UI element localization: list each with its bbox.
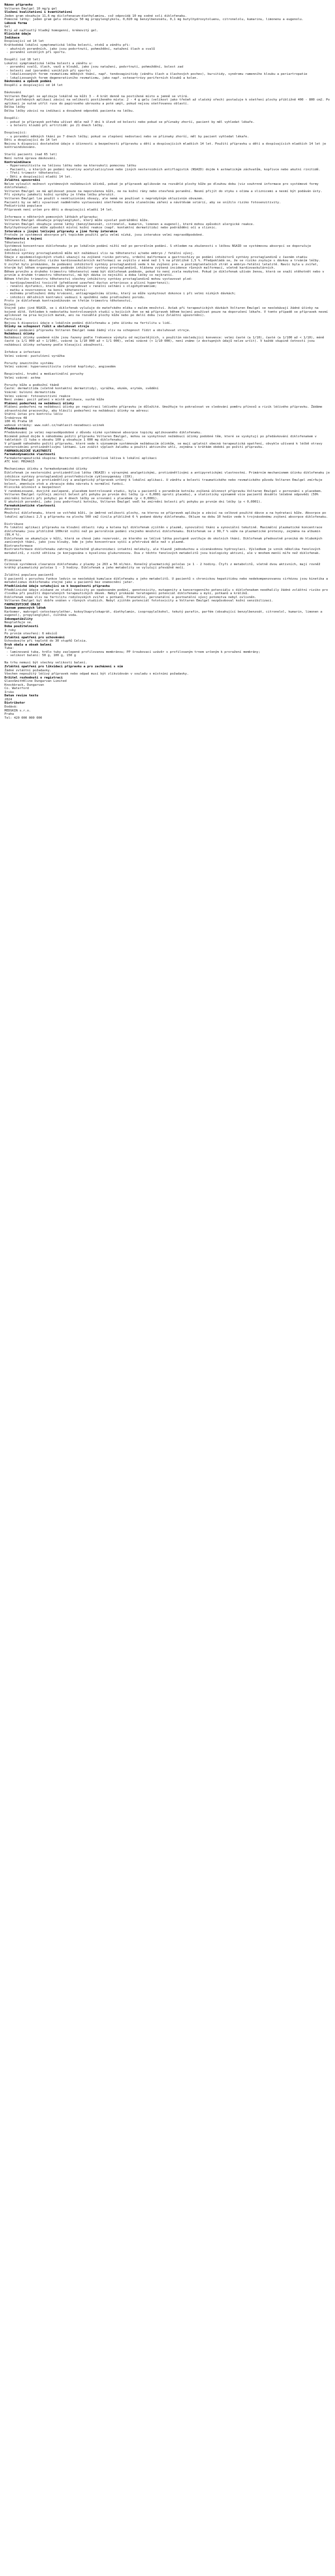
- section-text: Předklinické údaje získané ze studií toxicity po opakovaném podání, genotoxicity, mutagenity a kancerogenního potenciálu s diklofenakem neodhalily žádné zvláštní riziko pro člověka při použití doporučených terapeutických dávek. Nebyl prokázán teratogenní potenciál diklofenaku u myší, potkanů a králíků. Diklofenak nemá vliv na fertilitu rodičovských zvířat u potkanů. Prenatální, perinatální a postnatální vývoj potomstva nebyl ovlivněn. Voltaren Emulgel byl dobře snášen v různých studiích. Nebyl zjištěn potenciál fototoxicity a Voltaren Emulgel nezpůsoboval kožní senzibilizaci.: [4, 588, 328, 603]
- section-heading: FARMAKOLOGICKÉ VLASTNOSTI: [4, 449, 52, 453]
- section-heading: Předávkování: [4, 427, 27, 431]
- section-text: 2024: [4, 697, 12, 701]
- section-heading: Farmakodynamické vlastnosti: [4, 453, 55, 457]
- section-heading: Složení kvalitativní i kvantitativní: [4, 11, 73, 15]
- section-heading: Farmakokinetické vlastnosti: [4, 504, 55, 508]
- section-heading: FARMACEUTICKÉ ÚDAJE: [4, 603, 40, 606]
- section-text: Děti a dospívající do 14 let Nejsou k dispozici dostatečné údaje o účinnosti a bezpečnosti přípravku u dětí a dospívajících mladších 14 let. Použití přípravku u dětí a dospívajících mladších 14 let je kontraindikováno. Starší pacienti (nad 65 let) Není nutná úprava dávkování.: [4, 138, 326, 160]
- section-heading: Klinické údaje: [4, 32, 31, 36]
- section-text: Dospívající od 14 let Krátkodobá lokální symptomatická léčba bolesti, otoků a zánětu při: - akutních poraněních, jako jsou podvrtnutí, pohmoždění, natažení šlach a svalů - poranění vzniklých při sportu. Dospělí (od 18 let) Lokální symptomatická léčba bolesti a zánětu u: - poranění svalů, šlach, vazů a kloubů, jako jsou natažení, podvrtnutí, pohmoždění, bolest zad - bolesti zad (poranění vzniklých při sportu) - lokalizovaných forem revmatismu měkkých tkání, např. tendovaginitidy (zánětu šlach a šlachových pochev), bursitidy, syndromu ramenního kloubu a periartropatie - lokalizovaných forem degenerativního revmatismu, jako např. osteoartrózy periferních kloubů a kolen.: [4, 40, 308, 80]
- section-text: Gel Bílý až nažloutlý hladký homogenní, krémovitý gel.: [4, 25, 99, 32]
- section-text: Žádné zvláštní požadavky. Všechen nepoužitý léčivý přípravek nebo odpad musí být zlikvidován v souladu s místními požadavky.: [4, 668, 189, 676]
- section-text: 3 roky Po prvním otevření: 6 měsíců: [4, 628, 58, 636]
- section-text: Těhotenství Systémová koncentrace diklofenaku je po lokálním podání nižší než po perorálním podání. S ohledem na zkušenosti s léčbou NSAID se systémovou absorpcí se doporučuje následující: Inhibice syntézy prostaglandinů může mít nežádoucí vliv na těhotenství a/nebo embryo / fetální vývoj. Údaje z epidemiologických studií ukazují na zvýšené riziko potratu, srdeční malformace a gastroschízy po podání inhibitorů syntézy prostaglandinů v časném stadiu těhotenství. Absolutní riziko kardiovaskulárních malformací se zvýšilo z méně než 1 % na přibližně 1,5 %. Předpokládá se, že se riziko zvyšuje s dávkou a trváním léčby. U zvířat bylo prokázáno, že podávání inhibitorů syntézy prostaglandinů vede k ke zvýšení pre- a postimplantačních ztrát a embryo-fetální letalitě. Navíc byla u zvířat, kterým byl během organogeneze podáván inhibitor syntézy prostaglandinů, hlášena zvýšená incidence různých malformací, včetně kardiovaskulárních. Během prvního a druhého trimestru těhotenství nemá být diklofenak podáván, pokud to není zcela nezbytné. Pokud je diklofenak užíván ženou, která se snaží otěhotnět nebo v prvním a druhém trimestru těhotenství, má být dávka co nejnižší a doba léčby co nejkratší. Během třetího trimestru těhotenství všechny inhibitory syntézy prostaglandinů mohou vystavovat plod: - kardiopulmonální toxicitě (předčasné uzavření ductus arteriosus a plicní hypertenzi); - renální dysfunkci, která může progredovat v renální selhání s oligohydramniem; - matku a novorozence na konci těhotenství: - možnému prodloužení doby krvácení, antiagregačnímu účinku, který se může vyskytnout dokonce i při velmi nízkých dávkách; - inhibici děložních kontrakcí vedoucí k opoždění nebo prodloužení porodu. Proto je diklofenak kontraindikován ve třetím trimestru těhotenství.: [4, 241, 324, 303]
- section-text: Farmakoterapeutická skupina: Nesteroidní protizánětlivá léčiva k lokální aplikaci ATC kód: M02AA15 Mechanismus účinku a farmakodynamické účinky Diklofenak je nesteroidní protizánětlivá látka (NSAID) s výraznými analgetickými, protizánětlivými a antipyretickými vlastnostmi. Primárním mechanismem účinku diklofenaku je inhibice syntézy prostaglandinů prostřednictvím cyklooxygenázy (COX). Voltaren Emulgel je protizánětlivý a analgetický přípravek určený k lokální aplikaci. U zánětu a bolesti traumatického nebo revmatického původu Voltaren Emulgel zmírňuje bolest, zmenšuje otok a zkracuje dobu návratu k normální funkci. Klinická účinnost a bezpečnost V randomizované, dvojitě zaslepené, placebem kontrolované studii, byla u pacientů s poraněním kotníku zvýšená účinnost přípravku Voltaren Emulgel v porovnání s placebem. Voltaren Emulgel rychleji zmírnil bolest při pohybu po prvním dni léčby (p < 0,0001 oproti placebu), a statisticky významně více pacientů dosáhlo léčebné odpovědi (50% zmírnění bolesti při pohybu) po 4 dnech léčby ve srovnání s placebem (p < 0,0001). U akutních poranění, jako jsou podvrtnutí kotníku, Voltaren Emulgel vedl ke zmírnění bolesti při pohybu po prvním dni léčby (p < 0,0001).: [4, 456, 330, 504]
- section-text: Nelze vyloučit možnost systémových nežádoucích účinků, pokud je přípravek aplikován na rozsáhlé plochy kůže po dlouhou dobu (viz souhrnné informace pro systémové formy diklofenaku). Voltaren Emulgel se má aplikovat pouze na neporušenou kůži, ne na kožní rány nebo otevřená poranění. Nesmí přijít do styku s očima a sliznicemi a nesmí být podáván ústy. Při výskytu jakékoli kožní vyrážky je třeba léčbu přerušit. Voltaren Emulgel lze použít s neokluzivními obvazy, ale nemá se používat s neprodyšným okluzivním obvazem. Pacienti by se měli vyvarovat nadměrného vystavování ošetřeného místa slunečnímu záření a návštěvám solárií, aby se snížilo riziko fotosenzitivity. Pediatrická populace Přípravek není určen pro děti a dospívající mladší 14 let. Informace o některých pomocných látkách přípravku: Voltaren Emulgel obsahuje propylenglykol, který může vyvolat podráždění kůže. Voltaren Emulgel obsahuje vonné látky (benzylbenzoát, citronelol, kumarin, limonen a eugenol), které mohou způsobit alergické reakce. Butylhydroxytoluen může způsobit místní kožní reakce (např. kontaktní dermatitidu) nebo podráždění očí a sliznic.: [4, 182, 323, 230]
- section-text: Voltaren Emulgel 10 mg/g gel: [4, 7, 58, 11]
- section-heading: Doba použitelnosti: [4, 624, 39, 628]
- section-heading: Léková forma: [4, 21, 27, 25]
- section-text: Předávkování je velmi nepravděpodobné z důvodu nízké systémové absorpce topicky aplikovaného diklofenaku. Nicméně pokud dojde k náhodnému požití přípravku Voltaren Emulgel, mohou se vyskytnout nežádoucí účinky podobné těm, které se vyskytují po předávkování diklofenakem v tabletách (1 tuba o obsahu 100 g obsahuje 1 000 mg diklofenaku). V případě náhodného požití přípravku, které vede k významným systémovým nežádoucím účinkům, se mají uplatnit obecná terapeutická opatření, obvykle užívaná k léčbě otravy nesteroidními protizánětlivými látkami. Lze zvážit výplach žaludku a použití aktivního uhlí, zejména v krátkém období po požití přípravku.: [4, 431, 323, 450]
- section-heading: Předklinické údaje vztahující se k bezpečnosti přípravku: [4, 584, 110, 588]
- section-text: Biotransformace Biotransformace diklofenaku zahrnuje částečně glukuronidaci intaktní molekuly, ale hlavně jednoduchou a vícenásobnou hydroxylaci. Výsledkem je vznik několika fenolových metabolitů, z nichž většina je konjugována s kyselinou glukuronovou. Dva z těchto fenolových metabolitů jsou biologicky aktivní, ale v mnohem menší míře než diklofenak. Eliminace Celková systémová clearance diklofenaku z plazmy je 263 ± 56 ml/min. Konečný plazmatický poločas je 1 - 2 hodiny. Čtyři z metabolitů, včetně dvou aktivních, mají rovněž krátký plazmatický poločas 1 - 3 hodiny. Diklofenak a jeho metabolity se vylučují převážně močí. Zvláštní populace pacientů U pacientů s poruchou funkce ledvin se neočekává kumulace diklofenaku a jeho metabolitů. U pacientů s chronickou hepatitidou nebo nedekompenzovanou cirhózou jsou kinetika a metabolismus diklofenaku stejné jako u pacientů bez onemocnění jater.: [4, 544, 328, 585]
- section-text: GlaxoSmithKline Dungarvan Limited Knockbrack, Dungarvan Co. Waterford Irsko: [4, 680, 67, 694]
- section-heading: Zvláštní opatření pro likvidaci přípravku a pro zacházení s ním: [4, 665, 123, 668]
- section-heading: Držitel rozhodnutí o registraci: [4, 676, 63, 680]
- spc-document: [0, 0, 335, 723]
- section-heading: Distributor: [4, 701, 26, 705]
- section-heading: Nežádoucí účinky: [4, 332, 35, 336]
- section-heading: Indikace: [4, 36, 20, 40]
- section-heading: Inkompatibility: [4, 617, 33, 621]
- section-text: Uchovávejte při teplotě do 30 stupňů Celsia.: [4, 639, 88, 643]
- section-heading: Druh obalu a obsah balení: [4, 643, 52, 647]
- section-heading: Účinky na schopnost řídit a obsluhovat stroje: [4, 325, 89, 329]
- section-text: Dospělí a dospívající od 14 let Dávkování Voltaren Emulgel se aplikuje lokálně na kůži 3 - 4 krát denně na postižené místo a jemně se vtírá. Počet potřebných aplikací závisí na velikosti postiženého místa: 2 - 4 g gelu (velikost jako třešeň až vlašský ořech) postačuje k ošetření plochy přibližně 400 - 800 cm2. Po aplikaci je nutné utřít ruce do papírového ubrousku a poté umýt, pokud nejsou ošetřovanou oblastí.: [4, 84, 330, 106]
- section-text: Dodává: MEDSKIN s.r.o. Praha Tel: 420 000 000 000: [4, 705, 42, 720]
- section-heading: Zvláštní upozornění: [4, 179, 40, 183]
- section-heading: Interakce s jinými léčivými přípravky a jiné formy interakce: [4, 230, 118, 233]
- section-text: Fertilita Nejsou k dispozici údaje o lokálním podání diklofenaku a jeho účinku na fertilitu u lidí.: [4, 318, 172, 325]
- section-text: Protože je systémová absorpce při topickém použití gelu velmi nízká, jsou interakce velmi nepravděpodobné.: [4, 233, 204, 237]
- section-text: Jeden gram obsahuje 11,6 mg diclofenacum-diethylaminu, což odpovídá 10 mg sodné soli diklofenaku. Pomocné látky: jeden gram gelu obsahuje 50 mg propylenglykolu, 0,020 mg benzylbenzoátu, 0,1 mg butylhydroxytoluenu, citronelolu, kumarinu, limonenu a eugenolu.: [4, 14, 304, 22]
- section-heading: Zvláštní opatření pro uchovávání: [4, 635, 65, 639]
- section-text: Tuba: - laminovaná tuba, hrdlo tuby zaslepené profilovanou membránou; PP šroubovací uzávěr s profilovaným trnem určeným k proražení membrány; - velikost balení: 50 g, 100 g, 150 g Na trhu nemusí být všechny velikosti balení.: [4, 647, 261, 665]
- section-text: Neuplatňuje se.: [4, 621, 33, 625]
- section-text: Lokální podávání přípravku Voltaren Emulgel nemá žádný vliv na schopnost řídit a obsluhovat stroje.: [4, 328, 191, 332]
- section-text: Kojení Stejně jako jiné NSAID, se i diklofenak vylučuje do mateřského mléka v malém množství. Avšak při terapeutických dávkách Voltaren Emulgel se neočekávají žádné účinky na kojené dítě. Vzhledem k nedostatku kontrolovaných studií u kojících žen se má přípravek během kojení používat pouze na doporučení lékaře. V tomto případě se přípravek nesmí aplikovat na prsa kojících matek, ani na rozsáhlé plochy kůže nebo po delší dobu (viz Zvláštní upozornění).: [4, 303, 328, 318]
- section-text: Délka léčby Délka léčby závisí na indikaci a dosažené odpovědi pacienta na léčbu. Dospělí: - pokud je přípravek potřeba užívat déle než 7 dní k úlevě od bolesti nebo pokud se příznaky zhorší, pacient by měl vyhledat lékaře. - u bolesti kloubů při artritidě: po 21 dnech léčby. Dospívající: - u poranění měkkých tkání po 7 dnech léčby; pokud se zlepšení nedostaví nebo se příznaky zhorší, měl by pacient vyhledat lékaře.: [4, 106, 255, 138]
- section-text: Karbomer, makrogol-cetostearylether, kokoylkaprylokaprát, diethylamin, isopropylalkohol, tekutý parafin, parfém (obsahující benzylbenzoát, citronelol, kumarin, limonen a eugenol), propylenglykol, čištěná voda.: [4, 610, 324, 618]
- section-heading: Hlášení podezření na nežádoucí účinky: [4, 402, 74, 405]
- section-heading: Datum revize textu: [4, 694, 39, 698]
- section-text: Nežádoucí účinky uvedené níže jsou řazeny podle frekvence výskytu od nejčastějších, s použitím následující konvence: velmi časté (≥ 1/10), časté (≥ 1/100 až < 1/10), méně časté (≥ 1/1 000 až < 1/100), vzácné (≥ 1/10 000 až < 1/1 000), velmi vzácné (< 1/10 000), není známo (z dostupných údajů nelze určit). V každé skupině četností jsou nežádoucí účinky seřazeny podle klesající závažnosti. Infekce a infestace Velmi vzácné: pustulózní vyrážka Poruchy imunitního systému Velmi vzácné: hypersenzitivita (včetně kopřivky), angioedém Respirační, hrudní a mediastinální poruchy Velmi vzácné: astma Poruchy kůže a podkožní tkáně Časté: dermatitida (včetně kontaktní dermatitidy), vyrážka, ekzém, erytém, svědění Vzácné: bulózní dermatitida Velmi vzácné: fotosenzitivní reakce Není známo: pocit pálení v místě aplikace, suchá kůže: [4, 336, 324, 402]
- section-heading: Kontraindikace: [4, 160, 31, 164]
- section-heading: Název přípravku: [4, 3, 33, 7]
- section-text: Absorpce Množství diklofenaku, které se vstřebá kůží, je úměrné velikosti plochy, na kterou se přípravek aplikuje a závisí na celkové použité dávce a na hydrataci kůže. Absorpce po lokální aplikaci 2,5 g přípravku na plochu 500 cm2 činila přibližně 6 % podané dávky diklofenaku. Okluze na dobu 10 hodin vede k trojnásobnému zvýšení absorpce diklofenaku. Distribuce Po lokální aplikaci přípravku na kloubní oblasti ruky a kolena byl diklofenak zjištěn v plazmě, synoviální tkáni a synoviální tekutině. Maximální plazmatické koncentrace diklofenaku jsou přibližně 100krát nižší než po perorálním podání stejného množství diklofenaku. Diklofenak se z 99,7 % váže na plazmatické proteiny, zejména na albumin (99,4 %). Diklofenak se akumuluje v kůži, která se chová jako rezervoár, ze kterého se léčivá látka postupně uvolňuje do okolních tkání. Diklofenak přednostně proniká do hlubokých zanícených tkání, jako jsou klouby, kde je jeho koncentrace vyšší a přetrvává déle než v plazmě.: [4, 508, 328, 544]
- section-text: Hlášení podezření na nežádoucí účinky po registraci léčivého přípravku je důležité. Umožňuje to pokračovat ve sledování poměru přínosů a rizik léčivého přípravku. Žádáme zdravotnické pracovníky, aby hlásili podezření na nežádoucí účinky na adresu: Státní ústav pro kontrolu léčiv Šrobárova 48 100 41 Praha 10 webové stránky: www.sukl.cz/nahlasit-nezadouci-ucinek: [4, 405, 323, 427]
- section-heading: Těhotenství a kojení: [4, 237, 42, 241]
- section-text: - Hypersenzitivita na léčivou látku nebo na kteroukoli pomocnou látku - Pacienti, u kterých po podání kyseliny acetylsalicylové nebo jiných nesteroidních antiflogistik (NSAID) dojde k astmatickým záchvatům, kopřivce nebo akutní rinitidě. - Třetí trimestr těhotenství. - Děti a dospívající mladší 14 let.: [6, 164, 320, 179]
- section-heading: Dávkování a způsob podání: [4, 80, 52, 84]
- section-heading: Seznam pomocných látek: [4, 606, 46, 610]
